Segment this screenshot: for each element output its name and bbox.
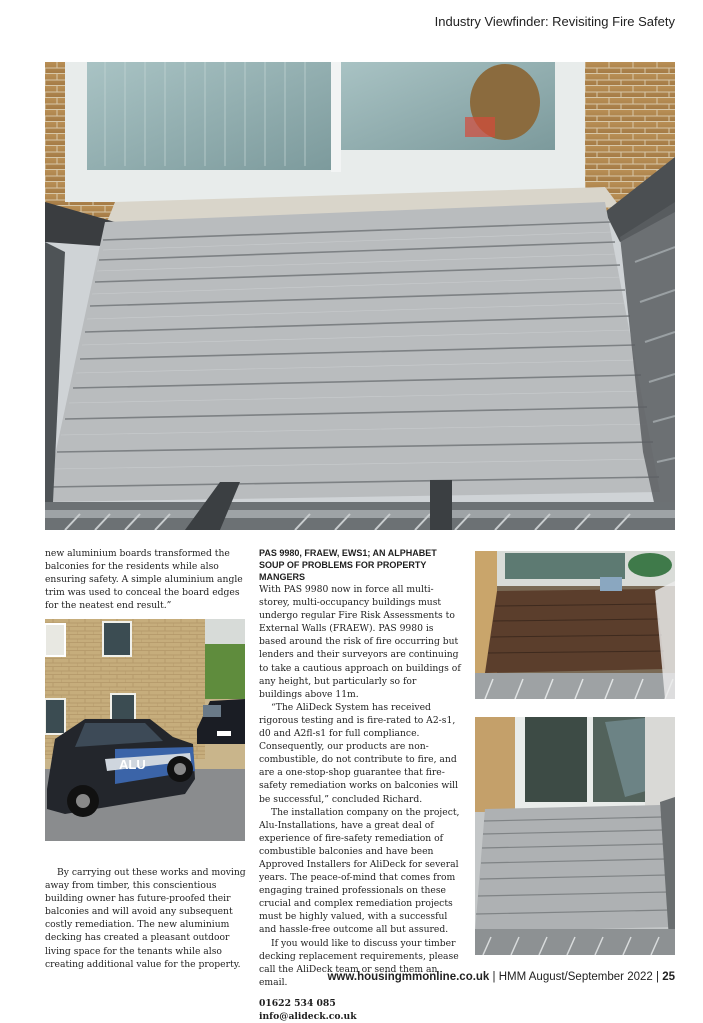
footer-separator-2: | [656,971,659,983]
van-photo-illustration [45,619,245,841]
new-deck-illustration [475,717,675,955]
body-paragraph-3: The installation company on the project, Alu-Installations, have a great deal of experience of fire-safety remediation of combustible balconies and have been Approved Installers for AliDeck for several years. The peace-of-mind that comes from engaging trained professionals on these crucial and complex remediation projects must be highly valued, with a successful and hassle-free outcome all but assured. [259,806,460,936]
left-intro-paragraph: new aluminium boards transformed the balconies for the residents while also ensuring safety. A simple aluminium angle trim was used to conceal the board edges for the neatest end result.” [45,548,243,612]
contact-phone: 01622 534 085 [259,997,336,1009]
running-header: Industry Viewfinder: Revisiting Fire Safety [434,14,675,29]
body-paragraph-1: With PAS 9980 now in force all multi-storey, multi-occupancy buildings must undergo regular Fire Risk Assessments to External Walls (FRAEW). PAS 9980 is based around the risk of fire occurring but lenders and their surveyors are continuing to take a cautious approach on buildings of any height, but particularly so for buildings above 11m. [259,584,461,700]
footer-url[interactable]: www.housingmmonline.co.uk [327,971,490,983]
contact-email[interactable]: info@alideck.co.uk [259,1011,357,1022]
section-subhead: PAS 9980, FRAEW, EWS1; AN ALPHABET SOUP OF PROBLEMS FOR PROPERTY MANGERS [259,548,437,582]
hero-photo-new-decking [45,62,675,530]
hero-photo-illustration [45,62,675,530]
old-deck-illustration [475,551,675,699]
footer-separator: | [492,971,496,983]
photo-new-aluminium-deck [475,717,675,955]
van-logo-text: ALU [119,757,146,772]
photo-van-building [45,619,245,841]
left-closing-paragraph: By carrying out these works and moving away from timber, this conscientious building owner has future-proofed their balconies and will avoid any subsequent costly remediation. The new aluminium decking has created a pleasant outdoor living space for the tenants while also creating additional value for the property. [45,867,246,970]
van-plate-rear [217,731,231,736]
body-paragraph-2: “The AliDeck System has received rigorous testing and is fire-rated to A2-s1, d0 and A2fl-s1 for full compliance. Consequently, our products are non-combustible, do not contribute to fire, and are a one-stop-shop guarantee that fire-safety remediation works on balconies will be successful,” concluded Richard. [259,701,459,805]
footer-issue: HMM August/September 2022 [498,971,653,983]
page-footer [327,971,675,983]
page-number: 25 [662,971,675,983]
photo-old-timber-deck [475,551,675,699]
body-paragraph-4: If you would like to discuss your timber decking replacement requirements, please call the AliDeck team or send them an email. [259,937,459,988]
